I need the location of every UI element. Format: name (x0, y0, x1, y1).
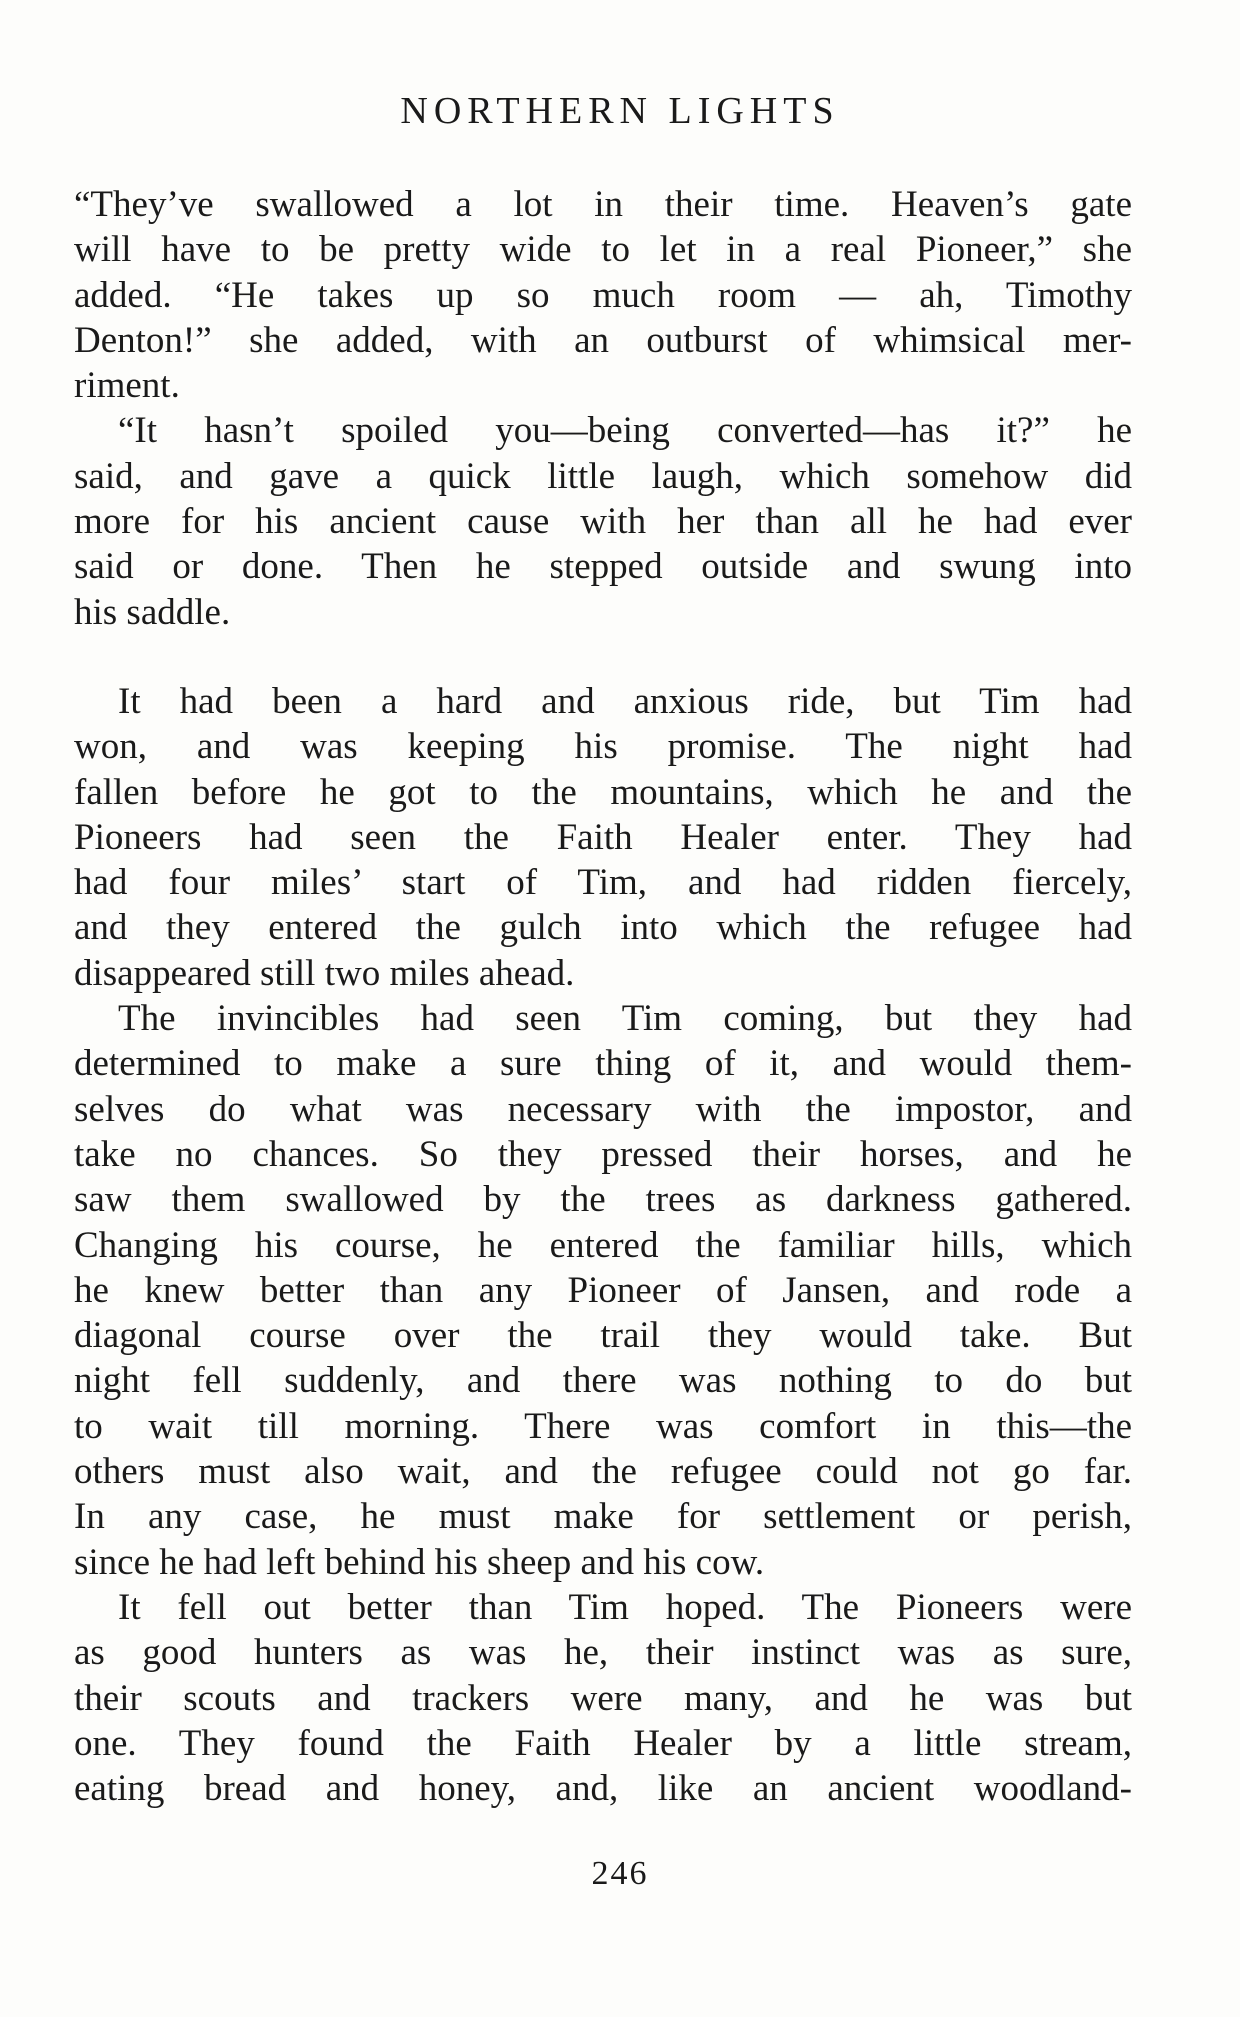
text-line: and they entered the gulch into which the refugee had (74, 907, 1132, 949)
text-line: as good hunters as was he, their instinct was as sure, (74, 1632, 1132, 1674)
running-head: NORTHERN LIGHTS (400, 90, 840, 132)
text-line: “It hasn’t spoiled you—being converted—has it?” he (118, 410, 1132, 452)
text-line: fallen before he got to the mountains, which he and the (74, 771, 1132, 813)
text-line: his saddle. (74, 591, 231, 633)
text-line: disappeared still two miles ahead. (74, 952, 575, 994)
text-line: others must also wait, and the refugee could not go far. (74, 1451, 1132, 1493)
text-line: “They’ve swallowed a lot in their time. Heaven’s gate (74, 184, 1132, 225)
text-line: eating bread and honey, and, like an ancient woodland- (74, 1768, 1132, 1810)
section-break (74, 635, 1132, 679)
text-line: one. They found the Faith Healer by a little stream, (74, 1722, 1132, 1764)
text-line: he knew better than any Pioneer of Jansen, and rode a (74, 1269, 1132, 1311)
text-line: night fell suddenly, and there was nothing to do but (74, 1360, 1132, 1402)
text-line: more for his ancient cause with her than all he had ever (74, 501, 1132, 543)
paragraph (74, 996, 1132, 1585)
text-line: will have to be pretty wide to let in a real Pioneer,” she (74, 229, 1132, 271)
text-line: selves do what was necessary with the impostor, and (74, 1088, 1132, 1130)
text-line: said, and gave a quick little laugh, which somehow did (74, 455, 1132, 497)
text-line: In any case, he must make for settlement or perish, (74, 1496, 1132, 1538)
text-line: had four miles’ start of Tim, and had ridden fiercely, (74, 862, 1132, 904)
page-number: 246 (591, 1855, 649, 1892)
text-line: saw them swallowed by the trees as darkness gathered. (74, 1179, 1132, 1221)
text-line: take no chances. So they pressed their horses, and he (74, 1133, 1132, 1175)
paragraph (74, 182, 1132, 408)
text-line: determined to make a sure thing of it, and would them- (74, 1043, 1132, 1085)
paragraph (74, 1585, 1132, 1811)
text-line: their scouts and trackers were many, and he was but (74, 1677, 1132, 1719)
paragraph (74, 679, 1132, 996)
text-line: It fell out better than Tim hoped. The Pioneers were (118, 1586, 1132, 1628)
text-line: since he had left behind his sheep and his cow. (74, 1541, 765, 1583)
text-line: riment. (74, 365, 180, 407)
text-line: Pioneers had seen the Faith Healer enter. They had (74, 816, 1132, 858)
text-line: said or done. Then he stepped outside and swung into (74, 546, 1132, 588)
text-line: diagonal course over the trail they would take. But (74, 1315, 1132, 1357)
text-line: added. “He takes up so much room — ah, Timothy (74, 274, 1132, 316)
text-line: It had been a hard and anxious ride, but Tim had (118, 680, 1132, 722)
text-line: The invincibles had seen Tim coming, but they had (118, 998, 1132, 1040)
paragraph (74, 408, 1132, 634)
text-line: won, and was keeping his promise. The night had (74, 726, 1132, 768)
text-line: Changing his course, he entered the familiar hills, which (74, 1224, 1132, 1266)
text-line: to wait till morning. There was comfort in this—the (74, 1405, 1132, 1447)
body-text (74, 182, 1132, 1811)
text-line: Denton!” she added, with an outburst of whimsical mer- (74, 319, 1132, 361)
